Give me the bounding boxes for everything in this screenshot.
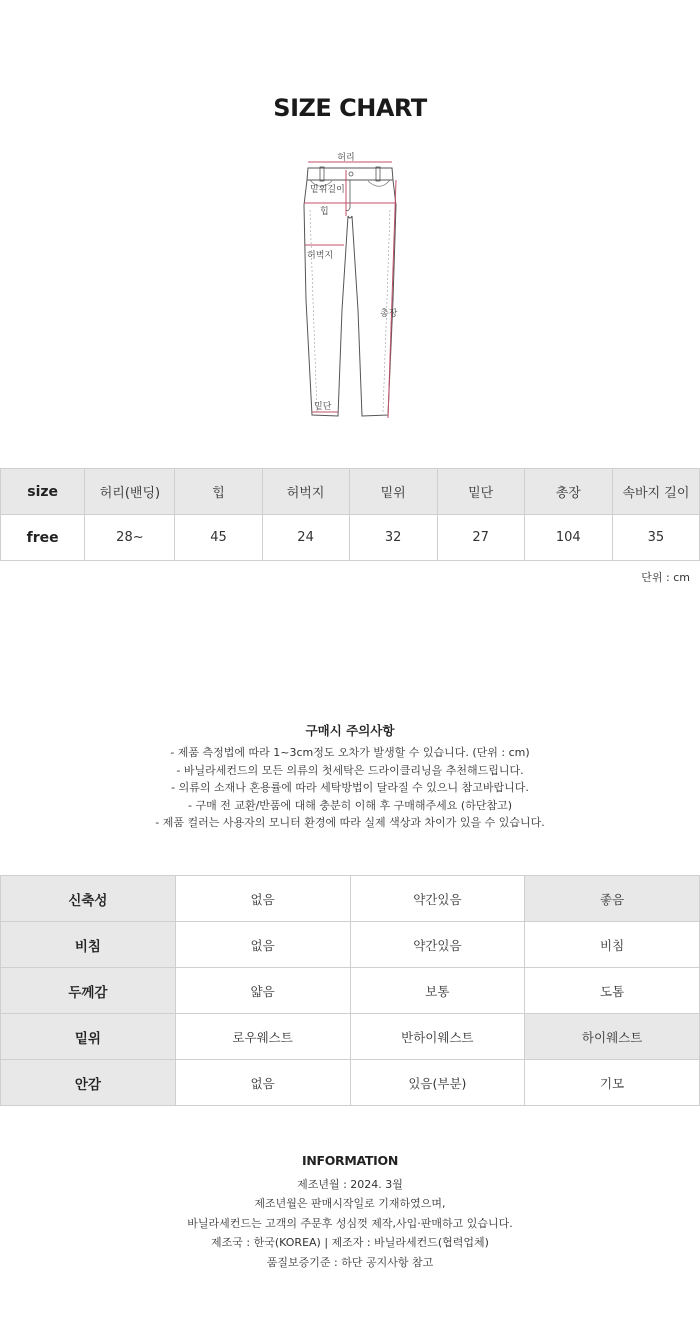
label-rise: 밑위길이 — [310, 185, 345, 195]
property-row-thickness — [1, 968, 700, 1014]
information-line: 제조년월 : 2024. 3월 — [297, 1178, 403, 1191]
property-option: 비침 — [525, 922, 700, 968]
header-cell: 힙 — [175, 469, 262, 515]
header-cell: 허리(밴딩) — [85, 469, 175, 515]
property-option: 있음(부분) — [350, 1060, 525, 1106]
header-cell: 허벅지 — [262, 469, 349, 515]
size-table-row — [1, 515, 700, 561]
label-hip: 힙 — [320, 207, 329, 217]
header-cell: 밑위 — [349, 469, 437, 515]
value-cell: 32 — [349, 515, 437, 561]
header-cell: 밑단 — [437, 469, 524, 515]
property-option: 도톰 — [525, 968, 700, 1014]
unit-note: 단위 : cm — [641, 571, 690, 584]
value-cell: 28~ — [85, 515, 175, 561]
notice-item: - 제품 컬러는 사용자의 모니터 환경에 따라 실제 색상과 차이가 있을 수 있습니다. — [155, 816, 545, 830]
property-option: 반하이웨스트 — [350, 1014, 525, 1060]
notice-list — [0, 744, 700, 832]
information-line: 바닐라세컨드는 고객의 주문후 성심껏 제작,사입·판매하고 있습니다. — [187, 1216, 513, 1230]
information-list — [0, 1175, 700, 1272]
notice-item: - 제품 측정법에 따라 1~3cm정도 오차가 발생할 수 있습니다. (단위 : cm) — [170, 746, 530, 759]
information-line: 품질보증기준 : 하단 공지사항 참고 — [266, 1255, 434, 1269]
value-cell: 24 — [262, 515, 349, 561]
property-row-stretch — [1, 876, 700, 922]
information-line: 제조국 : 한국(KOREA) | 제조자 : 바닐라세컨드(협력업체) — [211, 1236, 489, 1250]
property-option-selected: 하이웨스트 — [525, 1014, 700, 1060]
label-waist: 허리 — [337, 153, 355, 163]
property-label: 신축성 — [1, 876, 176, 922]
label-thigh: 허벅지 — [307, 251, 334, 261]
property-label: 안감 — [1, 1060, 176, 1106]
size-cell: free — [1, 515, 85, 561]
size-table — [0, 468, 700, 561]
property-option: 없음 — [175, 922, 350, 968]
notice-item: - 구매 전 교환/반품에 대해 충분히 이해 후 구매해주세요 (하단참고) — [187, 798, 512, 812]
property-label: 밑위 — [1, 1014, 176, 1060]
property-option: 얇음 — [175, 968, 350, 1014]
property-option: 기모 — [525, 1060, 700, 1106]
property-option-selected: 좋음 — [525, 876, 700, 922]
value-cell: 45 — [175, 515, 262, 561]
notice-item: - 바닐라세컨드의 모든 의류의 첫세탁은 드라이클리닝을 추천해드립니다. — [176, 763, 524, 777]
property-label: 두께감 — [1, 968, 176, 1014]
property-option: 없음 — [175, 1060, 350, 1106]
information-title: INFORMATION — [301, 1153, 398, 1168]
property-option: 없음 — [175, 876, 350, 922]
header-cell: 총장 — [524, 469, 612, 515]
notice-item: - 의류의 소재나 혼용률에 따라 세탁방법이 달라질 수 있으니 참고바랍니다. — [171, 781, 529, 795]
property-option: 약간있음 — [350, 876, 525, 922]
value-cell: 104 — [524, 515, 612, 561]
pants-outline-illustration — [290, 150, 420, 425]
size-table-header-row — [1, 469, 700, 515]
property-option: 로우웨스트 — [175, 1014, 350, 1060]
property-row-rise — [1, 1014, 700, 1060]
property-option: 보통 — [350, 968, 525, 1014]
notice-title: 구매시 주의사항 — [305, 723, 395, 738]
pants-diagram — [290, 150, 420, 425]
information-line: 제조년월은 판매시작일로 기재하였으며, — [254, 1197, 446, 1211]
header-cell: 속바지 길이 — [612, 469, 699, 515]
property-row-lining — [1, 1060, 700, 1106]
header-cell: size — [1, 469, 85, 515]
value-cell: 35 — [612, 515, 699, 561]
value-cell: 27 — [437, 515, 524, 561]
properties-table — [0, 875, 700, 1106]
page-title: SIZE CHART — [273, 94, 427, 122]
property-label: 비침 — [1, 922, 176, 968]
label-length: 총장 — [380, 309, 398, 319]
label-hem: 밑단 — [314, 402, 332, 412]
property-option: 약간있음 — [350, 922, 525, 968]
property-row-sheerness — [1, 922, 700, 968]
